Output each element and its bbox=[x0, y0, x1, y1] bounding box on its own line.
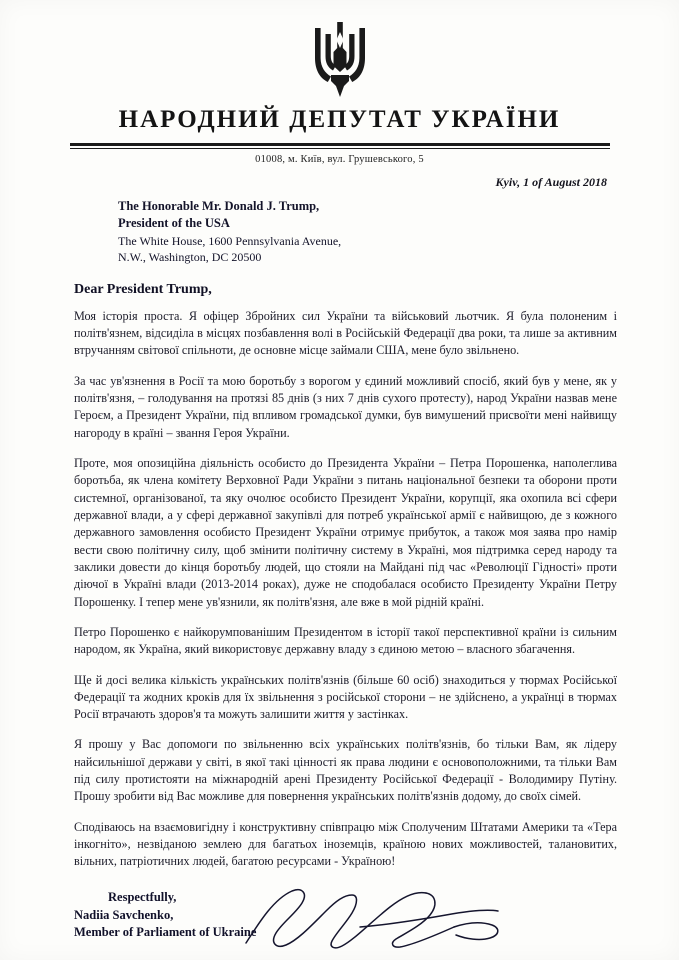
body-paragraph: Я прошу у Вас допомоги по звільненню всіх українських політв'язнів, бо тільки Вам, як лідеру найсильнішої держави у світі, в якої такі цінності як права людини є основоположними, та тільки Вам під силу протистояти на міжнародній арені Президенту Російської Федерації - Володимиру Путіну. Прошу зробити від Вас можливе для повернення українських політв'язнів додому, до своїх сімей. bbox=[74, 737, 617, 804]
letterhead bbox=[0, 0, 679, 165]
letter-date: Kyiv, 1 of August 2018 bbox=[495, 175, 607, 189]
body-paragraph: Проте, моя опозиційна діяльність особисто до Президента України – Петра Порошенка, наполеглива боротьба, як члена комітету Верховної Ради України з питань національної безпеки та оборони проти системної, організованої, та яку очолює особисто Президент України, корупції, яка охопила всі сфери державної влади, а у сфері державної закупівлі для потреб української армії є найвищою, де з кожного державного замовлення особисто Президент України отримує прибуток, а також моя заява про намір вести свою політичну силу, щоб змінити політичну систему в Україні, моя підтримка серед народу та заклики довести до кінця боротьбу людей, що стояли на Майдані під час «Революції Гідності» проти діючої в Україні влади (2013-2014 роках), дуже не сподобалася особисто Президенту України Петру Порошенку. І тепер мене ув'язнили, як політв'язня, але вже в мой рідній країні. bbox=[74, 455, 617, 609]
recipient-block bbox=[0, 198, 679, 266]
body-paragraph: Петро Порошенко є найкорумпованішим Президентом в історії такої перспективної країни із сильним народом, як Україна, який використовує державну владу з єдиною метою – власного збагачення. bbox=[74, 624, 617, 657]
letterhead-address: 01008, м. Київ, вул. Грушевського, 5 bbox=[255, 154, 424, 165]
body-paragraph: Моя історія проста. Я офіцер Збройних сил України та військовий льотчик. Я була полоненим і політв'язнем, відсиділа в місцях позбавлення волі в Російській Федерації два роки, та лише за активним втручанням світової спільноти, де основне місце займали США, мене було звільнено. bbox=[74, 308, 617, 358]
organization-title: НАРОДНИЙ ДЕПУТАТ УКРАЇНИ bbox=[118, 106, 561, 133]
recipient-address-1: The White House, 1600 Pennsylvania Avenue, bbox=[118, 233, 342, 248]
letter-body bbox=[0, 308, 679, 871]
body-paragraph: Ще й досі велика кількість українських політв'язнів (більше 60 осіб) знаходиться у тюрмах Російської Федерації та жодних кроків для їх звільнення з російської сторони – не здійснено, а українці в тюрмах Росії втрачають здоров'я та можуть залишити життя у застінках. bbox=[74, 672, 617, 722]
recipient-title: President of the USA bbox=[118, 216, 230, 231]
signer-name: Nadiia Savchenko, bbox=[74, 907, 174, 922]
recipient-name: The Honorable Mr. Donald J. Trump, bbox=[118, 199, 320, 213]
closing-text: Respectfully, bbox=[108, 889, 177, 904]
ukraine-trident-emblem-icon bbox=[309, 18, 371, 100]
header-divider bbox=[70, 143, 610, 146]
body-paragraph: За час ув'язнення в Росії та мою боротьбу з ворогом у єдиний можливий спосіб, який був у мене, як у політв'язня, – голодування на протязі 85 днів (з них 7 днів сухого протесту), народ України назвав мене Героєм, а Президент України, під впливом громадської думки, був вимушений присвоїти мені найвищу нагороду в країні – звання Героя України. bbox=[74, 373, 617, 440]
salutation: Dear President Trump, bbox=[74, 281, 212, 297]
recipient-address-2: N.W., Washington, DC 20500 bbox=[118, 250, 262, 265]
signer-role: Member of Parliament of Ukraine bbox=[74, 925, 257, 940]
body-paragraph: Сподіваюсь на взаємовигідну і конструктивну співпрацю між Сполученим Штатами Америки та «Тера інкогніто», незвіданою землею для багатьох іноземців, країною нових можливостей, талановитих, вільних, патріотичних людей, багатою ресурсами - Україною! bbox=[74, 819, 617, 869]
signature-block bbox=[0, 889, 679, 942]
